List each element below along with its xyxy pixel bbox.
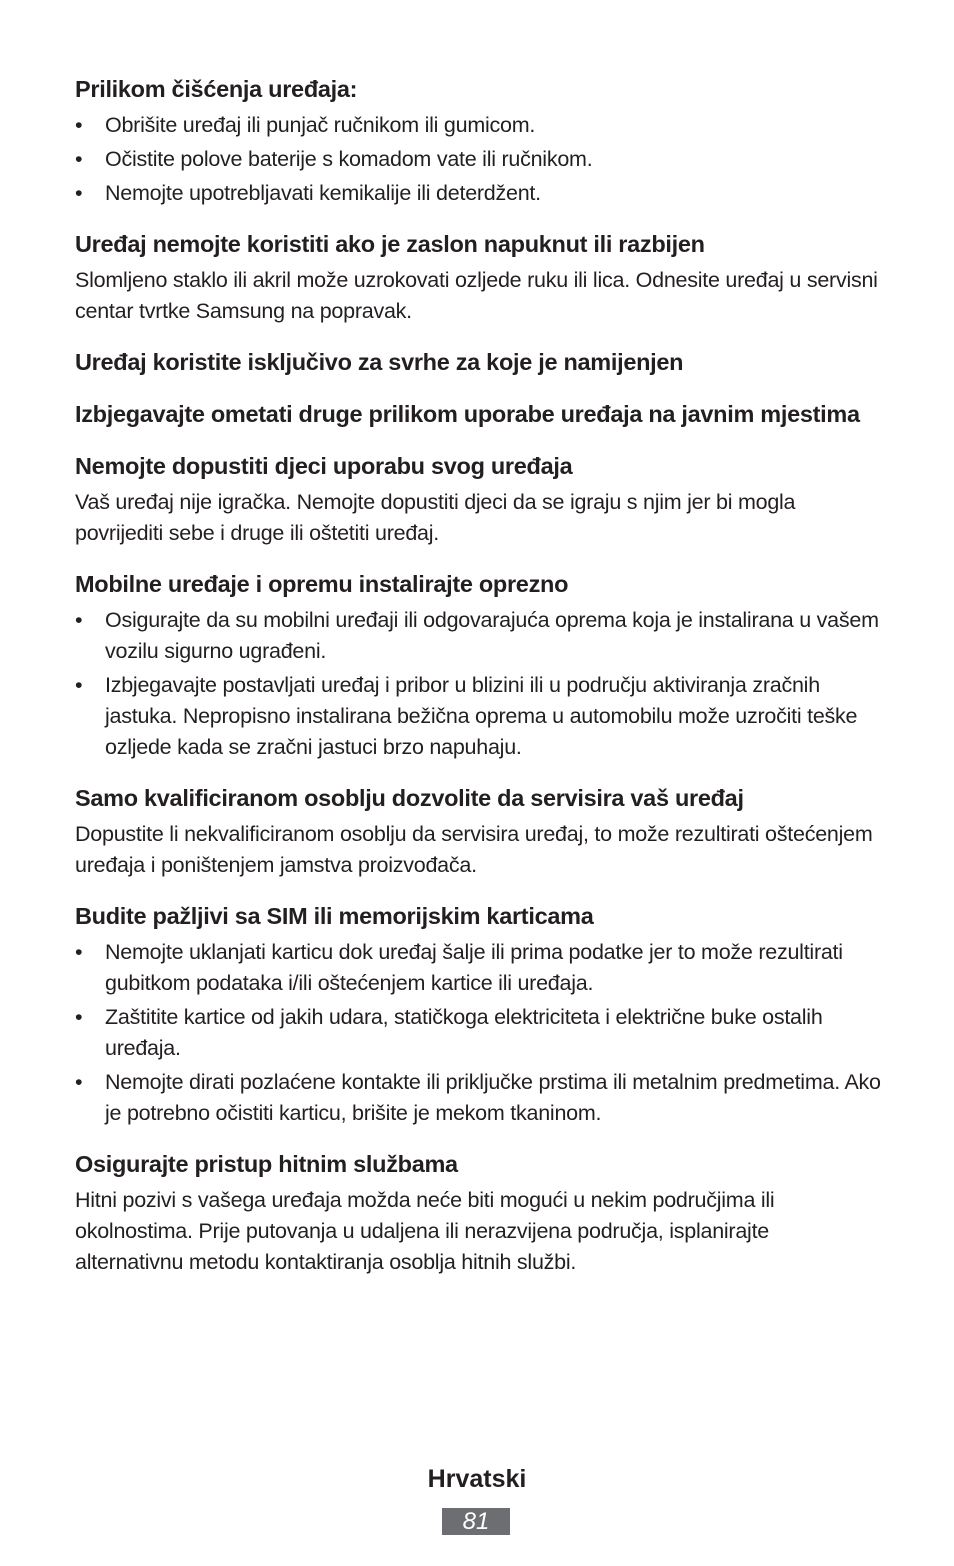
list-item	[75, 178, 881, 209]
list-item-text: Izbjegavajte postavljati uređaj i pribor u blizini ili u području aktiviranja zračnih jastuka. Nepropisno instalirana bežična oprema u automobilu može uzročiti teške ozljede kada se zračni jastuci brzo napuhaju.	[105, 673, 858, 759]
section-heading: Prilikom čišćenja uređaja:	[75, 76, 358, 102]
section-sim-cards	[75, 899, 881, 1129]
section-children	[75, 449, 881, 549]
list-item-text: Obrišite uređaj ili punjač ručnikom ili gumicom.	[105, 113, 536, 137]
section-heading: Mobilne uređaje i opremu instalirajte oprezno	[75, 571, 569, 597]
section-heading: Uređaj nemojte koristiti ako je zaslon napuknut ili razbijen	[75, 231, 705, 257]
bullet-icon: •	[75, 181, 83, 205]
list-item-text: Osigurajte da su mobilni uređaji ili odgovarajuća oprema koja je instalirana u vašem vozilu sigurno ugrađeni.	[105, 608, 879, 663]
page-number: 81	[442, 1508, 510, 1535]
section-emergency-services	[75, 1147, 881, 1278]
section-install-equipment	[75, 567, 881, 763]
bullet-icon: •	[75, 147, 83, 171]
bullet-list	[75, 110, 881, 209]
bullet-icon: •	[75, 673, 83, 697]
list-item-text: Nemojte dirati pozlaćene kontakte ili priključke prstima ili metalnim predmetima. Ako je potrebno očistiti karticu, brišite je mekom tkaninom.	[105, 1070, 881, 1125]
list-item	[75, 937, 881, 999]
document-body	[75, 72, 881, 1278]
section-cracked-screen	[75, 227, 881, 327]
bullet-icon: •	[75, 113, 83, 137]
bullet-list	[75, 937, 881, 1129]
list-item	[75, 1067, 881, 1129]
section-heading: Izbjegavajte ometati druge prilikom uporabe uređaja na javnim mjestima	[75, 401, 860, 427]
section-public-places	[75, 397, 881, 431]
list-item-text: Nemojte uklanjati karticu dok uređaj šalje ili prima podatke jer to može rezultirati gubitkom podataka i/ili oštećenjem kartice ili uređaja.	[105, 940, 843, 995]
section-qualified-service	[75, 781, 881, 881]
list-item	[75, 144, 881, 175]
section-text: Dopustite li nekvalificiranom osoblju da servisira uređaj, to može rezultirati oštećenjem uređaja i poništenjem jamstva proizvođača.	[75, 822, 873, 877]
list-item	[75, 670, 881, 763]
list-item-text: Nemojte upotrebljavati kemikalije ili deterdžent.	[105, 181, 541, 205]
list-item	[75, 605, 881, 667]
list-item-text: Očistite polove baterije s komadom vate ili ručnikom.	[105, 147, 593, 171]
section-intended-use	[75, 345, 881, 379]
section-heading: Samo kvalificiranom osoblju dozvolite da servisira vaš uređaj	[75, 785, 744, 811]
section-text: Vaš uređaj nije igračka. Nemojte dopustiti djeci da se igraju s njim jer bi mogla povrijediti sebe i druge ili oštetiti uređaj.	[75, 490, 796, 545]
section-heading: Uređaj koristite isključivo za svrhe za koje je namijenjen	[75, 349, 684, 375]
section-cleaning	[75, 72, 881, 209]
bullet-icon: •	[75, 940, 83, 964]
list-item	[75, 110, 881, 141]
bullet-icon: •	[75, 1005, 83, 1029]
bullet-icon: •	[75, 608, 83, 632]
section-heading: Budite pažljivi sa SIM ili memorijskim karticama	[75, 903, 594, 929]
list-item-text: Zaštitite kartice od jakih udara, statičkoga elektriciteta i električne buke ostalih uređaja.	[105, 1005, 823, 1060]
section-text: Hitni pozivi s vašega uređaja možda neće biti mogući u nekim područjima ili okolnostima. Prije putovanja u udaljena ili nerazvijena područja, isplanirajte alternativnu metodu kontaktiranja osoblja hitnih službi.	[75, 1188, 775, 1274]
footer-language: Hrvatski	[427, 1465, 527, 1493]
section-heading: Nemojte dopustiti djeci uporabu svog uređaja	[75, 453, 573, 479]
section-heading: Osigurajte pristup hitnim službama	[75, 1151, 458, 1177]
section-text: Slomljeno staklo ili akril može uzrokovati ozljede ruku ili lica. Odnesite uređaj u servisni centar tvrtke Samsung na popravak.	[75, 268, 878, 323]
bullet-icon: •	[75, 1070, 83, 1094]
list-item	[75, 1002, 881, 1064]
bullet-list	[75, 605, 881, 763]
